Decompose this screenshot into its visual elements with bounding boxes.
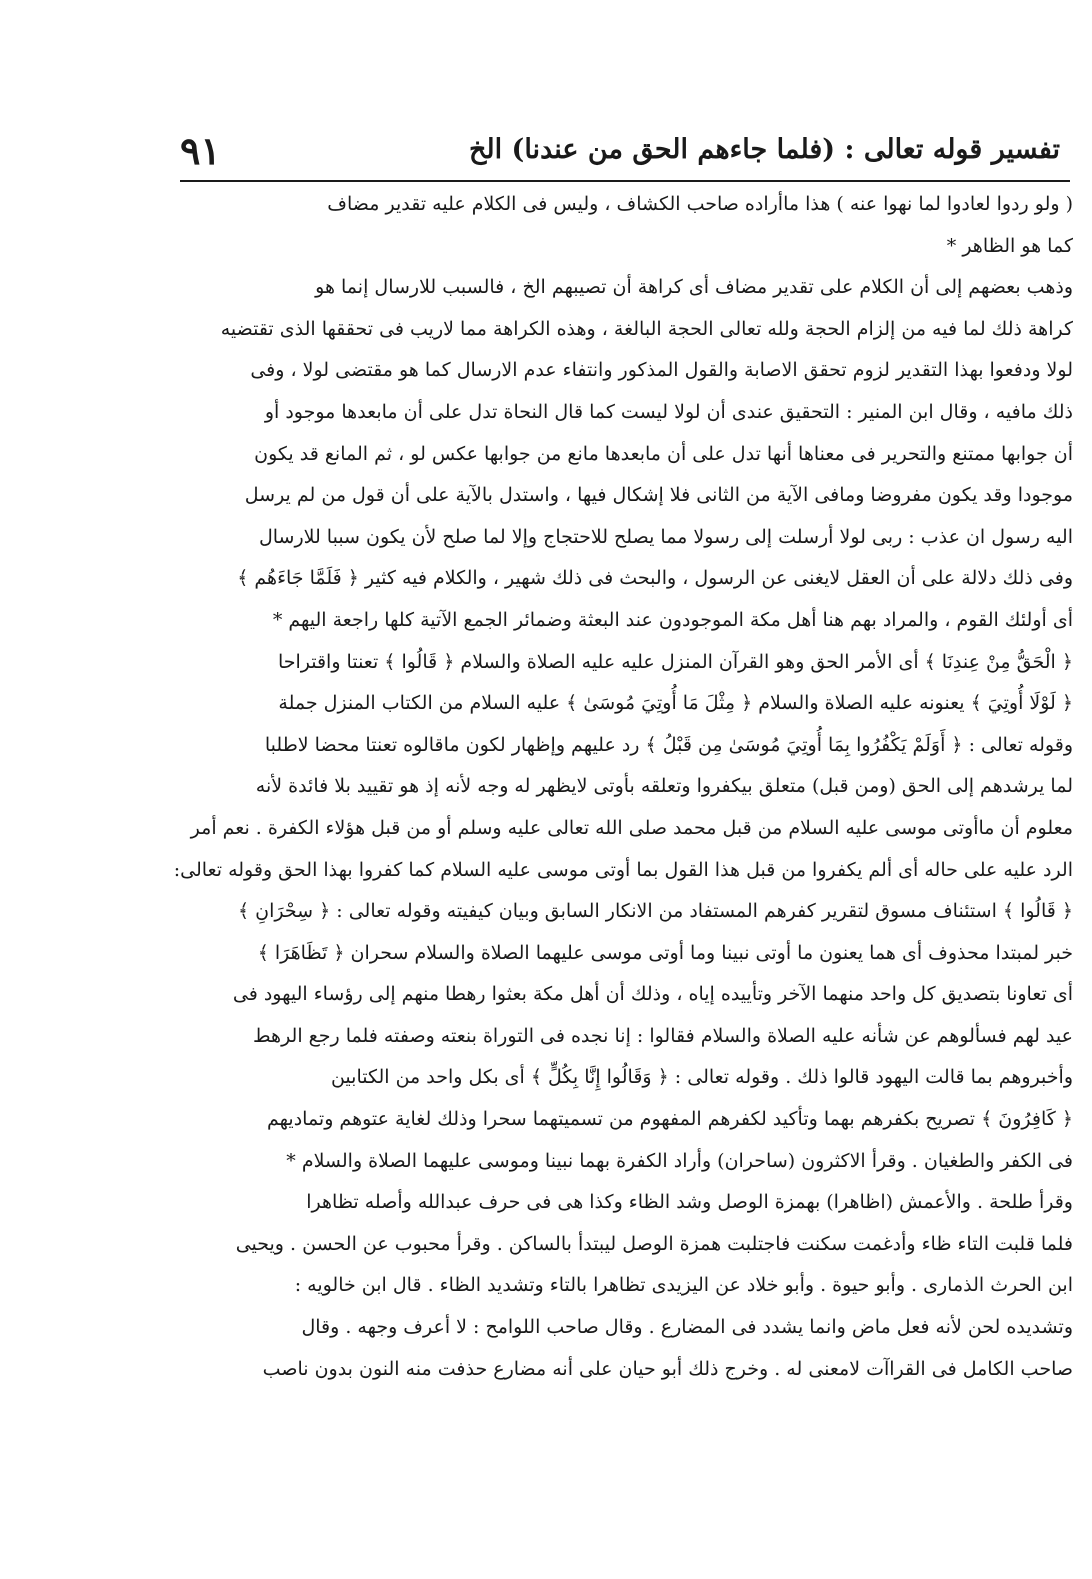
- text-line: كراهة ذلك لما فيه من إلزام الحجة ولله تعالى الحجة البالغة ، وهذه الكراهة مما لاريب فى تحققها الذى تقتضيه: [220, 317, 1073, 340]
- text-line: وقرأ طلحة . والأعمش (اظاهرا) بهمزة الوصل وشد الظاء وكذا هى فى حرف عبدالله وأصله تظاهرا: [306, 1191, 1073, 1214]
- body-text: [168, 184, 1073, 1390]
- text-line: وتشديده لحن لأنه فعل ماض وانما يشدد فى المضارع . وقال صاحب اللوامح : لا أعرف وجهه . وقال: [301, 1316, 1073, 1339]
- text-line: وذهب بعضهم إلى أن الكلام على تقدير مضاف أى كراهة أن تصيبهم الخ ، فالسبب للارسال إنما هو: [315, 276, 1073, 299]
- text-line: ﴿ لَوْلَا أُوتِيَ ﴾ يعنونه عليه الصلاة والسلام ﴿ مِثْلَ مَا أُوتِيَ مُوسَىٰ ﴾ عليه السلام من الكتاب المنزل جملة: [278, 692, 1073, 715]
- text-line: ﴿ قَالُوا ﴾ استئناف مسوق لتقرير كفرهم المستفاد من الانكار السابق وبيان كيفيته وقوله تعالى : ﴿ سِحْرَانِ ﴾: [238, 900, 1073, 923]
- text-line: ذلك مافيه ، وقال ابن المنير : التحقيق عندى أن لولا ليست كما قال النحاة تدل على أن مابعدها موجود أو: [264, 400, 1073, 423]
- text-line: لما يرشدهم إلى الحق (ومن قبل) متعلق بيكفروا وتعلقه بأوتى لايظهر له وجه لأنه إذ هو تقييد بلا فائدة لأنه: [255, 775, 1073, 798]
- text-line: أن جوابها ممتنع والتحرير فى معناها أنها تدل على أن مابعدها مانع من جوابها عكس لو ، ثم المانع قد يكون: [254, 442, 1073, 465]
- text-line: الرد عليه على حاله أى ألم يكفروا من قبل هذا القول بما أوتى موسى عليه السلام كما كفروا بهذا الحق وقوله تعالى:: [173, 858, 1073, 881]
- text-line: فلما قلبت التاء ظاء وأدغمت سكنت فاجتلبت همزة الوصل ليبتدأ بالساكن . وقرأ محبوب عن الحسن . ويحيى: [235, 1232, 1073, 1255]
- page-number: ٩١: [180, 128, 221, 173]
- page-header: [180, 128, 1070, 178]
- text-line: لولا ودفعوا بهذا التقدير لزوم تحقق الاصابة والقول المذكور وانتفاء عدم الارسال كما هو مقتضى لولا ، وفى: [250, 359, 1073, 382]
- text-line: ﴿ الْحَقُّ مِنْ عِندِنَا ﴾ أى الأمر الحق وهو القرآن المنزل عليه عليه الصلاة والسلام ﴿ قَالُوا ﴾ تعنتا واقتراحا: [277, 650, 1073, 673]
- header-rule: [180, 180, 1070, 182]
- text-line: أى تعاونا بتصديق كل واحد منهما الآخر وتأييده إياه ، وذلك أن أهل مكة بعثوا رهطا منهم إلى رؤساء اليهود فى: [232, 983, 1073, 1006]
- text-line: خبر لمبتدا محذوف أى هما يعنون ما أوتى نبينا وما أوتى موسى عليهما الصلاة والسلام سحران ﴿ تَظَاهَرَا ﴾: [257, 941, 1073, 964]
- running-title: تفسير قوله تعالى : (فلما جاءهم الحق من عندنا) الخ: [469, 134, 1060, 165]
- text-line: أى أولئك القوم ، والمراد بهم هنا أهل مكة الموجودون عند البعثة وضمائر الجمع الآتية كلها راجعة اليهم *: [272, 608, 1073, 631]
- text-line: صاحب الكامل فى القراآت لامعنى له . وخرج ذلك أبو حيان على أنه مضارع حذفت منه النون بدون ناصب: [262, 1357, 1073, 1380]
- text-line: ﴿ كَافِرُونَ ﴾ تصريح بكفرهم بهما وتأكيد لكفرهم المفهوم من تسميتهما سحرا وذلك لغاية عتوهم وتماديهم: [267, 1108, 1073, 1131]
- text-line: وأخبروهم بما قالت اليهود قالوا ذلك . وقوله تعالى : ﴿ وَقَالُوا إِنَّا بِكُلٍّ ﴾ أى بكل واحد من الكتابين: [330, 1066, 1073, 1089]
- text-line: ( ولو ردوا لعادوا لما نهوا عنه ) هذا ماأراده صاحب الكشاف ، وليس فى الكلام عليه تقدير مضاف: [327, 193, 1073, 215]
- text-line: عيد لهم فسألوهم عن شأنه عليه الصلاة والسلام فقالوا : إنا نجده فى التوراة بنعته وصفته فلما رجع الرهط: [253, 1024, 1073, 1047]
- text-line: معلوم أن ماأوتى موسى عليه السلام من قبل محمد صلى الله تعالى عليه وسلم أو من قبل هؤلاء الكفرة . نعم أمر: [190, 816, 1073, 839]
- text-line: موجودا وقد يكون مفروضا ومافى الآية من الثانى فلا إشكال فيها ، واستدل بالآية على أن قول من لم يرسل: [244, 484, 1073, 507]
- text-line: وقوله تعالى : ﴿ أَوَلَمْ يَكْفُرُوا بِمَا أُوتِيَ مُوسَىٰ مِن قَبْلُ ﴾ رد عليهم وإظهار لكون ماقالوه تعنتا محضا لاطلبا: [264, 733, 1073, 756]
- text-line: ابن الحرث الذمارى . وأبو حيوة . وأبو خلاد عن اليزيدى تظاهرا بالتاء وتشديد الظاء . قال ابن خالويه :: [294, 1274, 1073, 1297]
- text-line: كما هو الظاهر *: [946, 234, 1073, 257]
- text-line: وفى ذلك دلالة على أن العقل لايغنى عن الرسول ، والبحث فى ذلك شهير ، والكلام فيه كثير ﴿ فَلَمَّا جَاءَهُم ﴾: [237, 567, 1073, 590]
- text-line: فى الكفر والطغيان . وقرأ الاكثرون (ساحران) وأراد الكفرة بهما نبينا وموسى عليهما الصلاة والسلام *: [286, 1149, 1073, 1172]
- text-line: اليه رسول ان عذب : ربى لولا أرسلت إلى رسولا مما يصلح للاحتجاج وإلا لما صلح لأن يكون سببا للارسال: [258, 525, 1073, 548]
